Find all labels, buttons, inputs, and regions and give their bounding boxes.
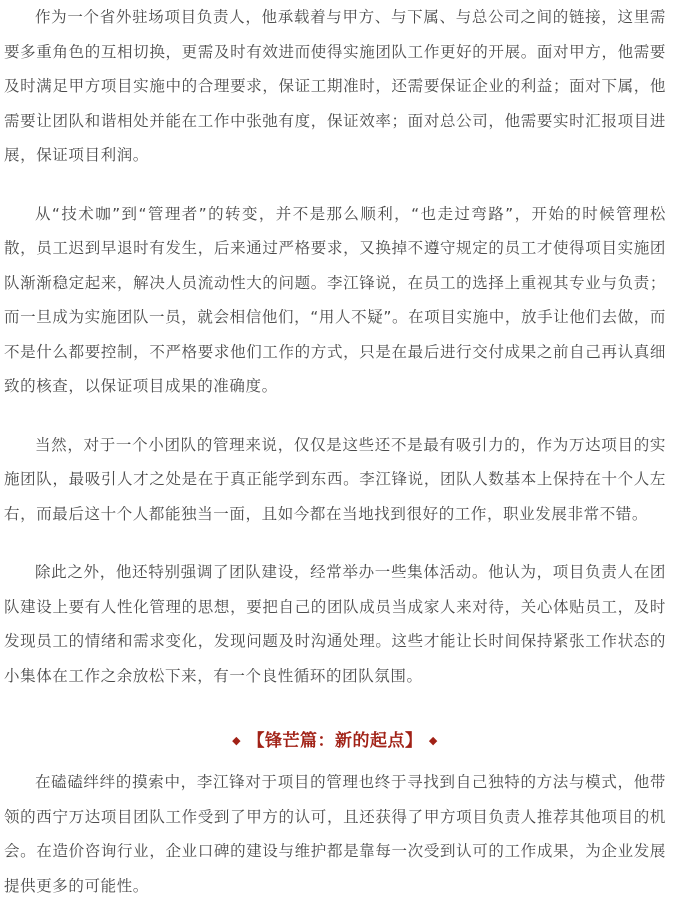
paragraph-spacer — [4, 531, 666, 555]
section-heading-text: 【锋芒篇：新的起点】 — [247, 731, 423, 751]
article-body — [4, 0, 666, 903]
section-heading — [4, 725, 666, 757]
paragraph-spacer — [4, 173, 666, 197]
paragraph-new-starting-point: 在磕磕绊绊的摸索中，李江锋对于项目的管理也终于寻找到自己独特的方法与模式，他带领的西宁万达项目团队工作受到了甲方的认可，且还获得了甲方项目负责人推荐其他项目的机会。在造价咨询行业，企业口碑的建设与维护都是靠每一次受到认可的工作成果，为企业发展提供更多的可能性。 — [4, 773, 666, 895]
paragraph-role-switching: 作为一个省外驻场项目负责人，他承载着与甲方、与下属、与总公司之间的链接，这里需要多重角色的互相切换，更需及时有效进而使得实施团队工作更好的开展。面对甲方，他需要及时满足甲方项目实施中的合理要求，保证工期准时，还需要保证企业的利益；面对下属，他需要让团队和谐相处并能在工作中张弛有度，保证效率；面对总公司，他需要实时汇报项目进展，保证项目利润。 — [4, 8, 666, 164]
paragraph-tech-to-manager: 从“技术咖”到“管理者”的转变，并不是那么顺利，“也走过弯路”，开始的时候管理松散，员工迟到早退时有发生，后来通过严格要求，又换掉不遵守规定的员工才使得项目实施团队渐渐稳定起来，解决人员流动性大的问题。李江锋说，在员工的选择上重视其专业与负责；而一旦成为实施团队一员，就会相信他们，“用人不疑”。在项目实施中，放手让他们去做，而不是什么都要控制，不严格要求他们工作的方式，只是在最后进行交付成果之前自己再认真细致的核查，以保证项目成果的准确度。 — [4, 204, 666, 395]
paragraph-spacer — [4, 404, 666, 428]
diamond-ornament-icon: ◆ — [232, 734, 242, 747]
paragraph-team-building: 除此之外，他还特别强调了团队建设，经常举办一些集体活动。他认为，项目负责人在团队建设上要有人性化管理的思想，要把自己的团队成员当成家人来对待，关心体贴员工，及时发现员工的情绪和需求变化，发现问题及时沟通处理。这些才能让长时间保持紧张工作状态的小集体在工作之余放松下来，有一个良性循环的团队氛围。 — [4, 563, 666, 685]
paragraph-team-attraction: 当然，对于一个小团队的管理来说，仅仅是这些还不是最有吸引力的，作为万达项目的实施团队，最吸引人才之处是在于真正能学到东西。李江锋说，团队人数基本上保持在十个人左右，而最后这十个人都能独当一面，且如今都在当地找到很好的工作，职业发展非常不错。 — [4, 435, 666, 523]
diamond-ornament-icon: ◆ — [428, 734, 438, 747]
